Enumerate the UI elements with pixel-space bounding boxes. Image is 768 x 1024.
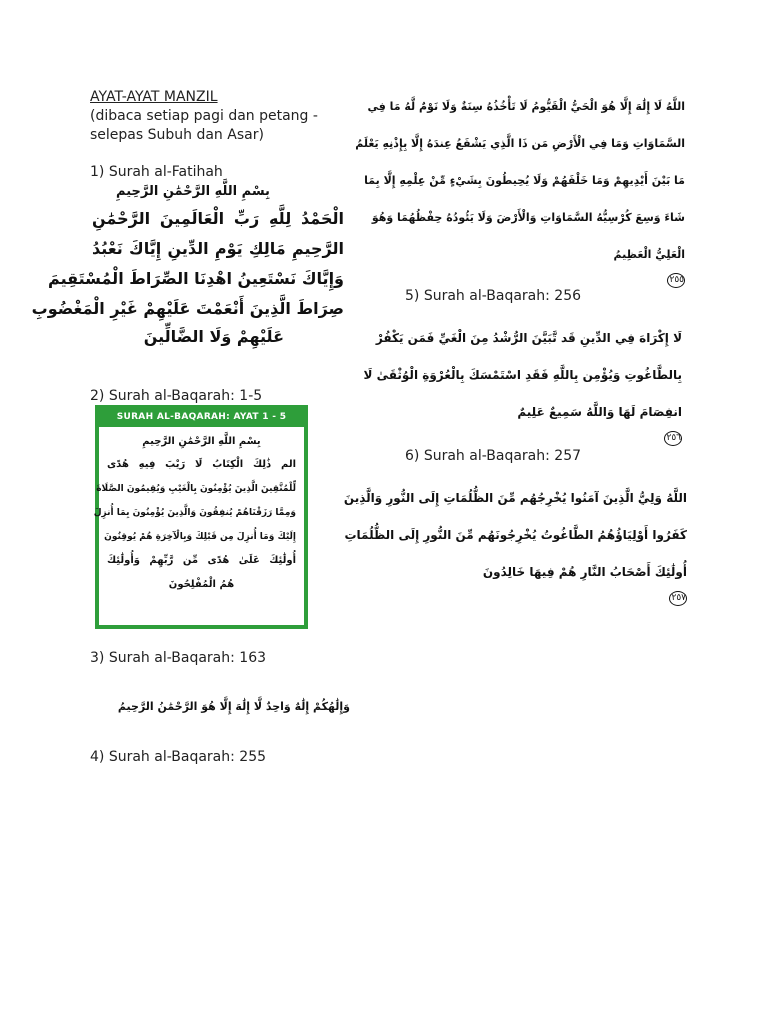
baqarah-255-line: اللَّهُ لَا إِلَٰهَ إِلَّا هُوَ الْحَيُّ الْقَيُّومُ لَا تَأْخُذُهُ سِنَةٌ وَلَا نَوْمٌ لَّهُ مَا فِي bbox=[367, 100, 685, 113]
section-label-baqarah-1-5: 2) Surah al-Baqarah: 1-5 bbox=[90, 388, 263, 404]
fatihah-line: الْحَمْدُ لِلَّهِ رَبِّ الْعَالَمِينَ الرَّحْمَٰنِ bbox=[92, 209, 344, 228]
baqarah-line: الم ذَٰلِكَ الْكِتَابُ لَا رَيْبَ فِيهِ هُدًى bbox=[107, 459, 296, 470]
section-label-baqarah-257: 6) Surah al-Baqarah: 257 bbox=[405, 448, 582, 464]
fatihah-line: وَإِيَّاكَ نَسْتَعِينُ اهْدِنَا الصِّرَاطَ الْمُسْتَقِيمَ bbox=[48, 269, 344, 288]
panel-title: SURAH AL-BAQARAH: AYAT 1 - 5 bbox=[116, 412, 287, 422]
baqarah-line: أُولَٰئِكَ عَلَىٰ هُدًى مِّن رَّبِّهِمْ وَأُولَٰئِكَ bbox=[107, 555, 296, 566]
ayah-number-256: ٢٥٦ bbox=[664, 431, 682, 446]
baqarah-256-arabic-text bbox=[363, 320, 682, 443]
baqarah-line: بِسْمِ اللَّهِ الرَّحْمَٰنِ الرَّحِيمِ bbox=[142, 436, 261, 447]
baqarah-255-text: الْعَلِيُّ الْعَظِيمُ bbox=[613, 248, 685, 261]
baqarah-257-text: أُولَٰئِكَ أَصْحَابُ النَّارِ هُمْ فِيهَا خَالِدُونَ bbox=[482, 565, 687, 579]
ayah-number-255: ٢٥٥ bbox=[667, 273, 685, 288]
ayah-number-257: ٢٥٧ bbox=[669, 591, 687, 606]
baqarah-line: إِلَيْكَ وَمَا أُنزِلَ مِن قَبْلِكَ وَبِالْآخِرَةِ هُمْ يُوقِنُونَ bbox=[104, 532, 296, 542]
subtitle-line-1: (dibaca setiap pagi dan petang - bbox=[90, 108, 318, 124]
baqarah-255-line: مَا بَيْنَ أَيْدِيهِمْ وَمَا خَلْفَهُمْ وَلَا يُحِيطُونَ بِشَيْءٍ مِّنْ عِلْمِهِ إِلَّا بِمَا bbox=[364, 174, 685, 187]
baqarah-257-line: كَفَرُوا أَوْلِيَاؤُهُمُ الطَّاغُوتُ يُخْرِجُونَهُم مِّنَ النُّورِ إِلَى الظُّلُمَاتِ bbox=[344, 528, 687, 542]
baqarah-255-line: السَّمَاوَاتِ وَمَا فِي الْأَرْضِ مَن ذَا الَّذِي يَشْفَعُ عِندَهُ إِلَّا بِإِذْنِهِ يَعْلَمُ bbox=[355, 137, 685, 150]
page-title: AYAT-AYAT MANZIL bbox=[90, 89, 218, 105]
baqarah-line: هُمُ الْمُفْلِحُونَ bbox=[168, 579, 235, 590]
baqarah-256-text: انفِصَامَ لَهَا وَاللَّهُ سَمِيعٌ عَلِيمٌ bbox=[517, 405, 682, 419]
fatihah-line: بِسْمِ اللَّهِ الرَّحْمَٰنِ الرَّحِيمِ bbox=[116, 184, 270, 199]
baqarah-256-line bbox=[420, 394, 682, 446]
section-label-baqarah-255: 4) Surah al-Baqarah: 255 bbox=[90, 749, 267, 765]
baqarah-1-5-arabic-text bbox=[93, 431, 296, 621]
baqarah-163-line: وَإِلَٰهُكُمْ إِلَٰهٌ وَاحِدٌ لَّا إِلَٰهَ إِلَّا هُوَ الرَّحْمَٰنُ الرَّحِيمُ bbox=[117, 700, 350, 713]
section-label-fatihah: 1) Surah al-Fatihah bbox=[90, 164, 223, 180]
panel-content bbox=[93, 427, 304, 625]
fatihah-line: عَلَيْهِمْ وَلَا الضَّالِّينَ bbox=[143, 327, 284, 346]
baqarah-256-line: بِالطَّاغُوتِ وَيُؤْمِن بِاللَّهِ فَقَدِ اسْتَمْسَكَ بِالْعُرْوَةِ الْوُثْقَىٰ لَا bbox=[363, 368, 682, 382]
baqarah-257-line bbox=[405, 554, 687, 606]
subtitle-line-2: selepas Subuh dan Asar) bbox=[90, 127, 264, 143]
baqarah-256-line: لَا إِكْرَاهَ فِي الدِّينِ قَد تَّبَيَّنَ الرُّشْدُ مِنَ الْغَيِّ فَمَن يَكْفُرْ bbox=[375, 331, 682, 345]
baqarah-line: وَمِمَّا رَزَقْنَاهُمْ يُنفِقُونَ وَالَّذِينَ يُؤْمِنُونَ بِمَا أُنزِلَ bbox=[93, 508, 296, 518]
fatihah-line: الرَّحِيمِ مَالِكِ يَوْمِ الدِّينِ إِيَّاكَ نَعْبُدُ bbox=[92, 239, 344, 258]
baqarah-255-line: شَاءَ وَسِعَ كُرْسِيُّهُ السَّمَاوَاتِ وَالْأَرْضَ وَلَا يَئُودُهُ حِفْظُهُمَا وَهُوَ bbox=[371, 211, 685, 224]
baqarah-255-arabic-text bbox=[355, 88, 685, 285]
baqarah-1-5-image-panel bbox=[95, 405, 308, 629]
baqarah-257-arabic-text bbox=[343, 480, 687, 603]
fatihah-line: صِرَاطَ الَّذِينَ أَنْعَمْتَ عَلَيْهِمْ غَيْرِ الْمَغْضُوبِ bbox=[31, 299, 344, 318]
baqarah-line: لِّلْمُتَّقِينَ الَّذِينَ يُؤْمِنُونَ بِالْغَيْبِ وَيُقِيمُونَ الصَّلَاةَ bbox=[96, 484, 296, 494]
baqarah-163-arabic-text bbox=[117, 692, 350, 726]
fatihah-arabic-text bbox=[31, 180, 344, 370]
baqarah-257-line: اللَّهُ وَلِيُّ الَّذِينَ آمَنُوا يُخْرِجُهُم مِّنَ الظُّلُمَاتِ إِلَى النُّورِ وَالَّذِينَ bbox=[343, 491, 687, 505]
section-label-baqarah-163: 3) Surah al-Baqarah: 163 bbox=[90, 650, 267, 666]
section-label-baqarah-256: 5) Surah al-Baqarah: 256 bbox=[405, 288, 582, 304]
baqarah-255-line bbox=[405, 236, 685, 288]
